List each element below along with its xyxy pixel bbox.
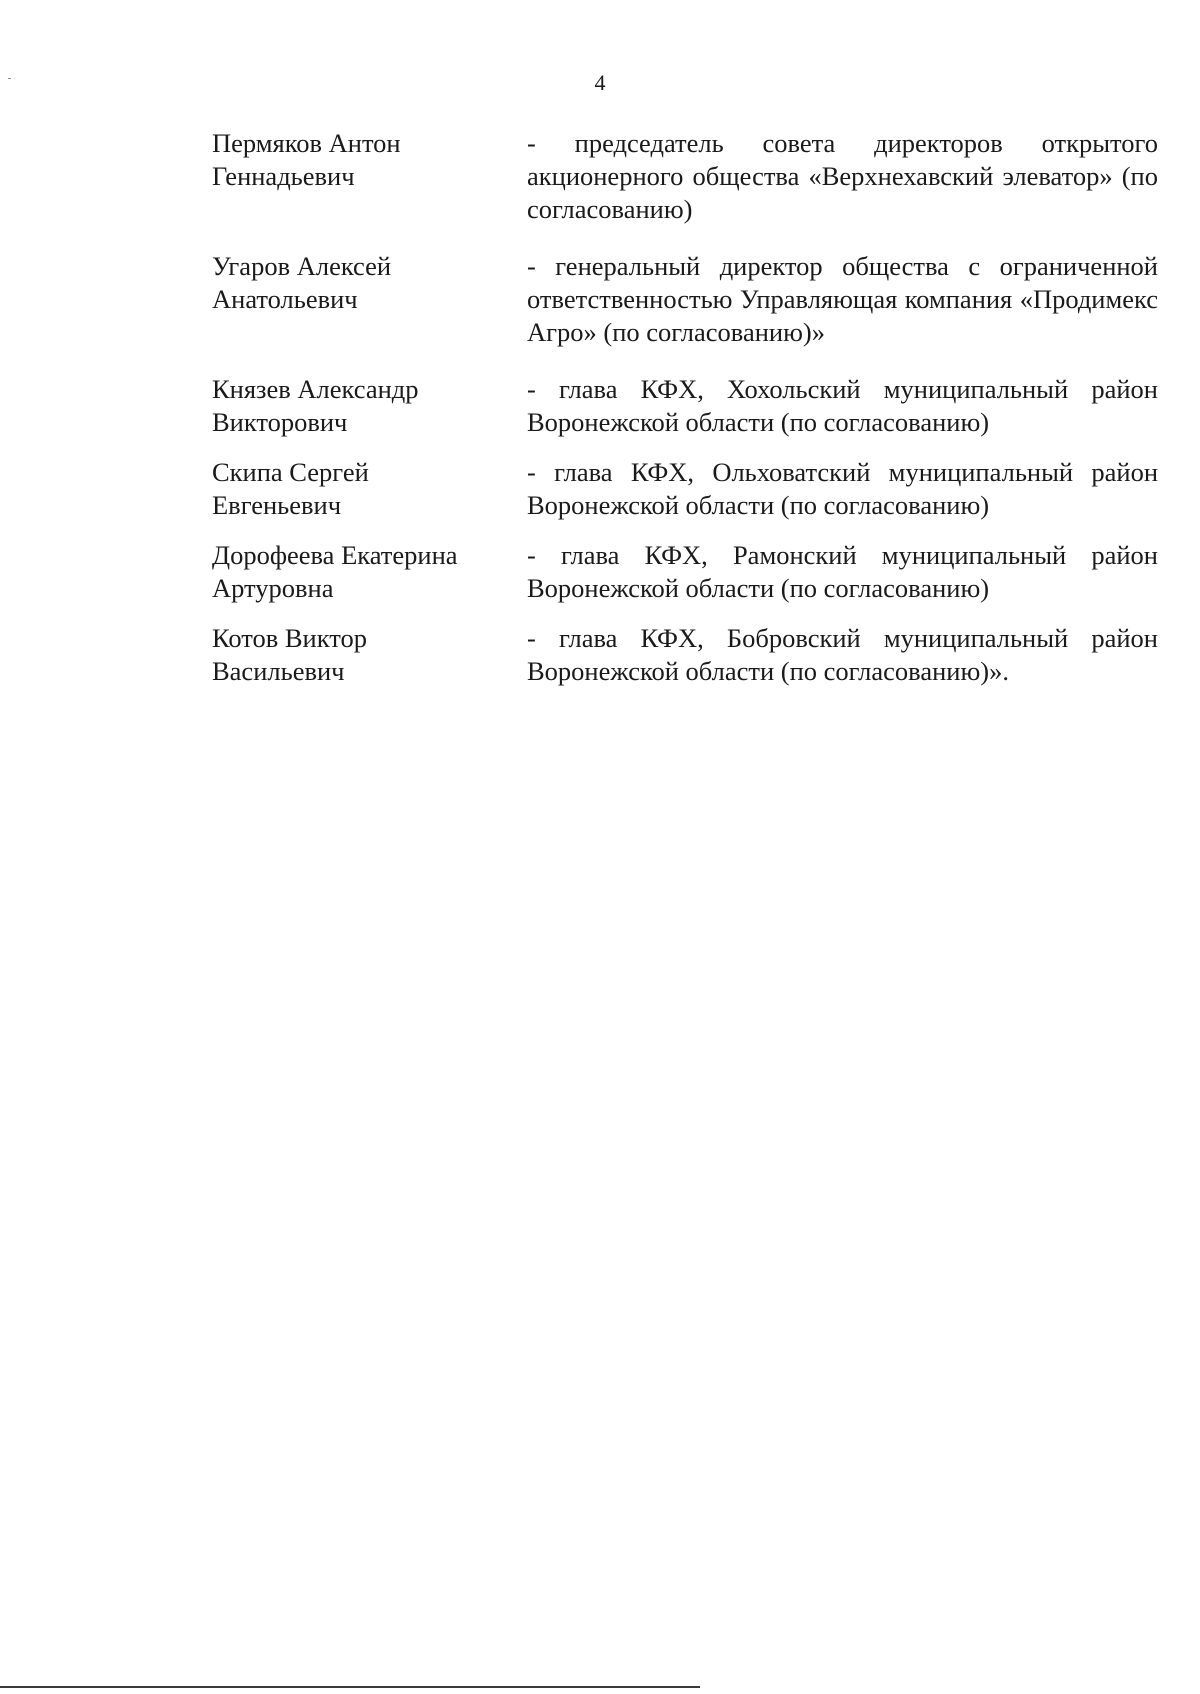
member-row [212, 539, 1158, 605]
member-name [212, 456, 527, 522]
member-patronymic: Евгеньевич [212, 490, 342, 520]
member-role: - глава КФХ, Ольховатский муниципальный район Воронежской области (по согласованию) [527, 457, 1158, 520]
member-patronymic: Геннадьевич [212, 161, 355, 191]
member-role: - глава КФХ, Рамонский муниципальный район Воронежской области (по согласованию) [527, 540, 1158, 603]
member-patronymic: Викторович [212, 407, 348, 437]
member-surname-firstname: Князев Александр [212, 374, 419, 404]
member-surname-firstname: Пермяков Антон [212, 128, 401, 158]
member-name [212, 539, 527, 605]
member-name [212, 622, 527, 688]
member-patronymic: Васильевич [212, 656, 345, 686]
member-role: - генеральный директор общества с ограниченной ответственностью Управляющая компания «Продимекс Агро» (по согласованию)» [527, 251, 1158, 347]
member-patronymic: Артуровна [212, 573, 334, 603]
bottom-rule [0, 1686, 700, 1688]
member-role: - глава КФХ, Бобровский муниципальный район Воронежской области (по согласованию)». [527, 623, 1158, 686]
member-surname-firstname: Скипа Сергей [212, 457, 369, 487]
member-name [212, 373, 527, 439]
member-name [212, 250, 527, 349]
members-list [212, 127, 1158, 705]
member-role: - председатель совета директоров открытого акционерного общества «Верхнехавский элеватор» (по согласованию) [527, 128, 1158, 224]
member-row [212, 127, 1158, 226]
member-row [212, 373, 1158, 439]
member-row [212, 250, 1158, 349]
member-patronymic: Анатольевич [212, 284, 358, 314]
member-role: - глава КФХ, Хохольский муниципальный район Воронежской области (по согласованию) [527, 374, 1158, 437]
member-row [212, 622, 1158, 688]
member-row [212, 456, 1158, 522]
member-surname-firstname: Угаров Алексей [212, 251, 392, 281]
member-surname-firstname: Дорофеева Екатерина [212, 540, 458, 570]
member-name [212, 127, 527, 226]
member-surname-firstname: Котов Виктор [212, 623, 367, 653]
page-number: 4 [594, 70, 606, 95]
